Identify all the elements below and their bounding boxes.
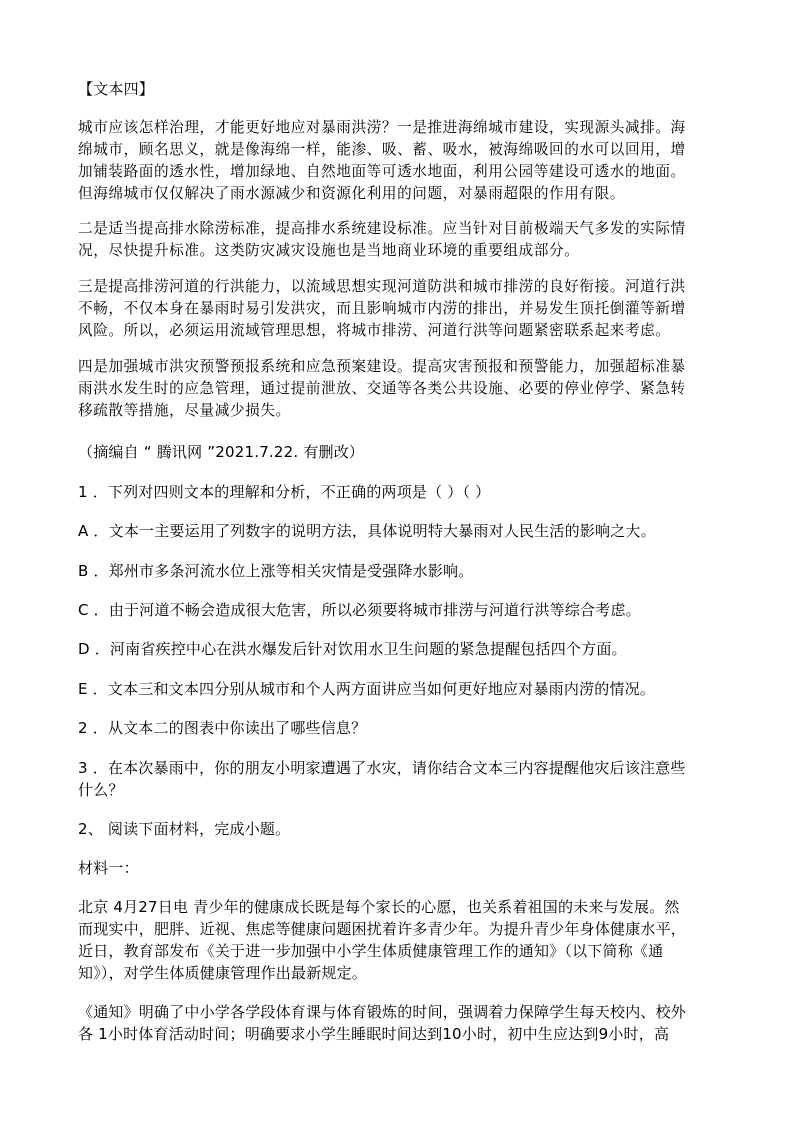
text4-p1-line1: 城市应该怎样治理，才能更好地应对暴雨洪涝？一是推进海绵城市建设，实现源头减排。海 — [78, 119, 686, 136]
material1-p2-line2: 各 1小时体育活动时间；明确要求小学生睡眠时间达到10小时，初中生应达到9小时，高 — [78, 1025, 670, 1043]
material1-p1-line1: 北京 4月27日电 青少年的健康成长既是每个家长的心愿，也关系着祖国的未来与发展。然 — [78, 898, 680, 916]
question-1: 1 ．下列对四则文本的理解和分析，不正确的两项是（ ）（ ） — [78, 483, 491, 501]
material1-label: 材料一： — [78, 859, 139, 877]
material1-p1-line3: 近日，教育部发布《关于进一步加强中小学生体质健康管理工作的通知》（以下简称《通 — [78, 942, 664, 960]
text4-p4-line2: 雨洪水发生时的应急管理，通过提前泄放、交通等各类公共设施、必要的停业停学、紧急转 — [78, 380, 686, 397]
text4-p4-line3: 移疏散等措施，尽量减少损失。 — [78, 402, 291, 419]
question-1-option-d: D ．河南省疾控中心在洪水爆发后针对饮用水卫生问题的紧急提醒包括四个方面。 — [78, 640, 627, 658]
text4-p3-line2: 不畅，不仅本身在暴雨时易引发洪灾，而且影响城市内涝的排出，并易发生顶托倒灌等新增 — [78, 300, 686, 317]
question-1-option-a: A ．文本一主要运用了列数字的说明方法，具体说明特大暴雨对人民生活的影响之大。 — [78, 522, 656, 540]
question-1-option-e: E ．文本三和文本四分别从城市和个人两方面讲应当如何更好地应对暴雨内涝的情况。 — [78, 680, 656, 698]
text4-p2-line2: 况，尽快提升标准。这类防灾减灾设施也是当地商业环境的重要组成部分。 — [78, 242, 580, 259]
question-1-option-b: B ．郑州市多条河流水位上涨等相关灾情是受强降水影响。 — [78, 562, 474, 580]
text4-p1-line2: 绵城市，顾名思义，就是像海绵一样，能渗、吸、蓄、吸水，被海绵吸回的水可以回用，增 — [78, 141, 686, 158]
question-3-line1: 3 ．在本次暴雨中，你的朋友小明家遭遇了水灾，请你结合文本三内容提醒他灾后该注意些 — [78, 759, 686, 777]
text4-p1-line4: 但海绵城市仅仅解决了雨水源减少和资源化利用的问题，对暴雨超限的作用有限。 — [78, 185, 625, 202]
text4-p2-line1: 二是适当提高排水除涝标准，提高排水系统建设标准。应当针对目前极端天气多发的实际情 — [78, 220, 686, 237]
material1-p2-line1: 《通知》明确了中小学各学段体育课与体育锻炼的时间，强调着力保障学生每天校内、校外 — [78, 1003, 687, 1021]
part2-heading: 2、 阅读下面材料，完成小题。 — [78, 820, 291, 838]
text4-p3-line3: 风险。所以，必须运用流域管理思想，将城市排涝、河道行洪等问题紧密联系起来考虑。 — [78, 322, 671, 339]
question-1-option-c: C ．由于河道不畅会造成很大危害，所以必须要将城市排涝与河道行洪等综合考虑。 — [78, 601, 641, 619]
material1-p1-line2: 而现实中，肥胖、近视、焦虑等健康问题困扰着许多青少年。为提升青少年身体健康水平， — [78, 920, 687, 938]
text4-p3-line1: 三是提高排涝河道的行洪能力，以流域思想实现河道防洪和城市排涝的良好衔接。河道行洪 — [78, 278, 686, 295]
source-note: （摘编自 “ 腾讯网 ”2021.7.22. 有删改） — [78, 443, 365, 461]
text4-p4-line1: 四是加强城市洪灾预警预报系统和应急预案建设。提高灾害预报和预警能力，加强超标准暴 — [78, 358, 686, 375]
section-title: 【文本四】 — [78, 80, 155, 98]
question-3-line2: 什么？ — [78, 781, 124, 799]
material1-p1-line4: 知》），对学生体质健康管理作出最新规定。 — [78, 964, 368, 982]
question-2: 2 ．从文本二的图表中你读出了哪些信息？ — [78, 719, 367, 737]
text4-p1-line3: 加铺装路面的透水性，增加绿地、自然地面等可透水地面，利用公园等建设可透水的地面。 — [78, 163, 686, 180]
